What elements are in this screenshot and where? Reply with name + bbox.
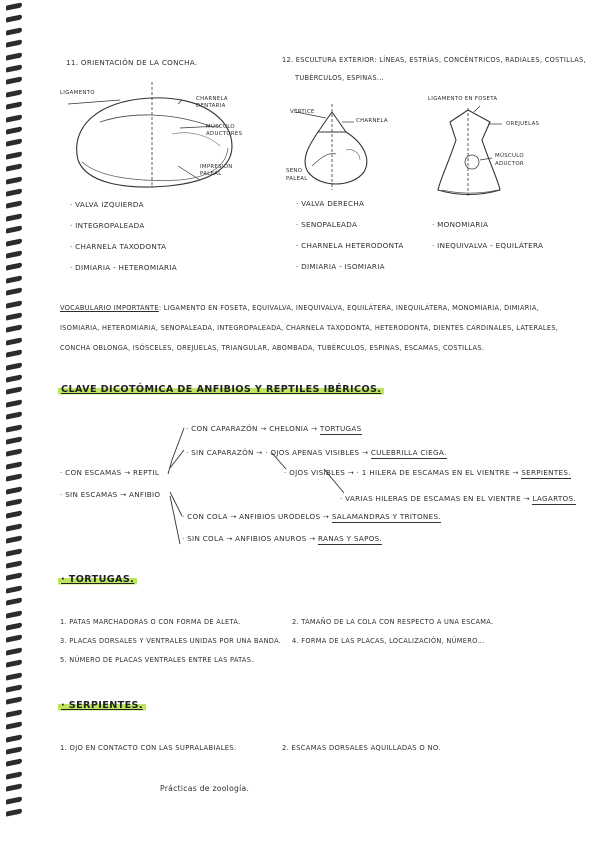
spiral-ring [6,399,22,407]
vocabulary-line-1: : LIGAMENTO EN FOSETA, EQUIVALVA, INEQUIVALVA, EQUILÁTERA, INEQUILÁTERA, MONOMIARIA, DIMIARIA, [158,304,540,312]
spiral-ring [6,498,22,506]
spiral-ring [6,213,22,221]
spiral-ring [6,263,22,271]
notebook-spiral-binding [6,4,24,824]
spiral-ring [6,659,22,667]
s11-item-4: · DIMIARIA - HETEROMIARIA [70,263,177,272]
spiral-ring [6,597,22,605]
spiral-ring [6,610,22,618]
serpientes-item-1: 1. OJO EN CONTACTO CON LAS SUPRALABIALES. [60,744,237,752]
key-sin-cola: · SIN COLA → ANFIBIOS ANUROS → RANAS Y SAPOS. [182,534,383,543]
label-aductor: ADUCTOR [495,161,524,167]
section-12-title: 12. ESCULTURA EXTERIOR: LÍNEAS, ESTRÍAS, CONCÉNTRICOS, RADIALES, COSTILLAS, [282,56,586,64]
footer-signature: Prácticas de zoología. [160,784,250,793]
spiral-ring [6,734,22,742]
spiral-ring [6,635,22,643]
spiral-ring [6,374,22,382]
spiral-ring [6,337,22,345]
label-charnela: CHARNELA [356,118,388,124]
label-orejuelas: OREJUELAS [506,121,540,127]
spiral-ring [6,759,22,767]
tortugas-item-3: 3. PLACAS DORSALES Y VENTRALES UNIDAS POR UNA BANDA. [60,637,282,645]
spiral-ring [6,300,22,308]
spiral-ring [6,27,22,35]
spiral-ring [6,52,22,60]
spiral-ring [6,2,22,10]
spiral-ring [6,176,22,184]
label-ligamento-en-foseta: LIGAMENTO EN FOSETA [428,96,498,102]
key-culebrilla: CULEBRILLA CIEGA. [370,448,447,457]
spiral-ring [6,250,22,258]
section-11-title: 11. ORIENTACIÓN DE LA CONCHA. [66,58,198,67]
spiral-ring [6,721,22,729]
spiral-ring [6,535,22,543]
spiral-ring [6,312,22,320]
spiral-ring [6,560,22,568]
vocabulary-line-3: CONCHA OBLONGA, ISÓSCELES, OREJUELAS, TRIANGULAR, ABOMBADA, TUBÉRCULOS, ESPINAS, ESCAMAS, COSTILLAS. [60,344,485,352]
spiral-ring [6,585,22,593]
key-serpientes: SERPIENTES. [521,468,571,477]
key-con-cola: · CON COLA → ANFIBIOS URODELOS → SALAMANDRAS Y TRITONES. [182,512,441,521]
serpientes-item-2: 2. ESCAMAS DORSALES AQUILLADAS O NO. [282,744,441,752]
key-con-escamas: · CON ESCAMAS → REPTIL [60,468,160,477]
label-paleal: PALEAL [286,176,308,182]
vocabulary-paragraph [60,298,565,358]
spiral-ring [6,275,22,283]
spiral-ring [6,238,22,246]
tortugas-item-5: 5. NÚMERO DE PLACAS VENTRALES ENTRE LAS PATAS. [60,656,254,664]
spiral-ring [6,771,22,779]
spiral-ring [6,523,22,531]
section-12-title-cont: TUBÉRCULOS, ESPINAS... [295,74,385,82]
key-varias-hileras: · VARIAS HILERAS DE ESCAMAS EN EL VIENTRE → LAGARTOS. [340,494,576,503]
spiral-ring [6,647,22,655]
spiral-ring [6,15,22,23]
spiral-ring [6,201,22,209]
s12-item-3: · CHARNELA HETERODONTA [296,241,404,250]
s12-right-item-2: · INEQUIVALVA - EQUILÁTERA [432,241,544,250]
spiral-ring [6,783,22,791]
spiral-ring [6,548,22,556]
spiral-ring [6,151,22,159]
s11-item-3: · CHARNELA TAXODONTA [70,242,167,251]
spiral-ring [6,139,22,147]
spiral-ring [6,387,22,395]
spiral-ring [6,89,22,97]
monomiaria-shell-drawing [420,104,520,200]
spiral-ring [6,325,22,333]
spiral-ring [6,436,22,444]
spiral-ring [6,188,22,196]
spiral-ring [6,622,22,630]
spiral-ring [6,163,22,171]
s12-item-1: · VALVA DERECHA [296,199,365,208]
vocabulary-lead: VOCABULARIO IMPORTANTE [60,304,159,312]
key-con-caparazon: · CON CAPARAZÓN → CHELONIA → TORTUGAS [186,424,362,433]
key-ojos-visibles: · OJOS VISIBLES → · 1 HILERA DE ESCAMAS EN EL VIENTRE → SERPIENTES. [284,468,571,477]
tortugas-item-4: 4. FORMA DE LAS PLACAS, LOCALIZACIÓN, NÚMERO... [292,637,485,645]
tortugas-title: · TORTUGAS. [58,574,137,585]
spiral-ring [6,287,22,295]
spiral-ring [6,573,22,581]
label-vertice: VÉRTICE [290,109,315,115]
key-sin-caparazon: · SIN CAPARAZÓN → · OJOS APENAS VISIBLES → CULEBRILLA CIEGA. [186,448,447,457]
serpientes-title: · SERPIENTES. [58,700,146,711]
spiral-ring [6,114,22,122]
key-sin-escamas: · SIN ESCAMAS → ANFIBIO [60,490,161,499]
spiral-ring [6,486,22,494]
spiral-ring [6,424,22,432]
key-branch-lines [150,420,190,550]
spiral-ring [6,746,22,754]
key-lagartos: LAGARTOS. [532,494,576,503]
key-title: CLAVE DICOTÓMICA DE ANFIBIOS Y REPTILES IBÉRICOS. [58,384,384,395]
spiral-ring [6,449,22,457]
s12-right-item-1: · MONOMIARIA [432,220,489,229]
spiral-ring [6,461,22,469]
spiral-ring [6,697,22,705]
spiral-ring [6,101,22,109]
vocabulary-line-2: ISOMIARIA, HETEROMIARIA, SENOPALEADA, INTEGROPALEADA, CHARNELA TAXODONTA, HETERODONTA, DIENTES CARDINALES, LATERALES, [60,324,559,332]
key-tortugas: TORTUGAS [319,424,362,433]
spiral-ring [6,684,22,692]
spiral-ring [6,349,22,357]
tortugas-item-2: 2. TAMAÑO DE LA COLA CON RESPECTO A UNA ESCAMA. [292,618,494,626]
spiral-ring [6,225,22,233]
label-charnela-dentaria: CHARNELA DENTARIA [196,96,228,109]
s11-item-1: · VALVA IZQUIERDA [70,200,144,209]
s12-item-2: · SENOPALEADA [296,220,358,229]
spiral-ring [6,808,22,816]
tortugas-item-1: 1. PATAS MARCHADORAS O CON FORMA DE ALETA. [60,618,241,626]
spiral-ring [6,511,22,519]
label-musculo-aductores: MÚSCULO ADUCTORES [206,124,243,137]
label-seno: SENO [286,168,303,174]
spiral-ring [6,672,22,680]
key-ranas: RANAS Y SAPOS. [318,534,383,543]
spiral-ring [6,77,22,85]
label-impresion-paleal: IMPRESIÓN PALEAL [200,164,233,177]
key-salamandras: SALAMANDRAS Y TRITONES. [331,512,441,521]
spiral-ring [6,411,22,419]
spiral-ring [6,126,22,134]
spiral-ring [6,39,22,47]
label-ligamento: LIGAMENTO [60,90,95,96]
s11-item-2: · INTEGROPALEADA [70,221,145,230]
s12-item-4: · DIMIARIA - ISOMIARIA [296,262,385,271]
spiral-ring [6,473,22,481]
label-musculo: MÚSCULO [495,153,524,159]
spiral-ring [6,362,22,370]
spiral-ring [6,796,22,804]
spiral-ring [6,709,22,717]
spiral-ring [6,64,22,72]
